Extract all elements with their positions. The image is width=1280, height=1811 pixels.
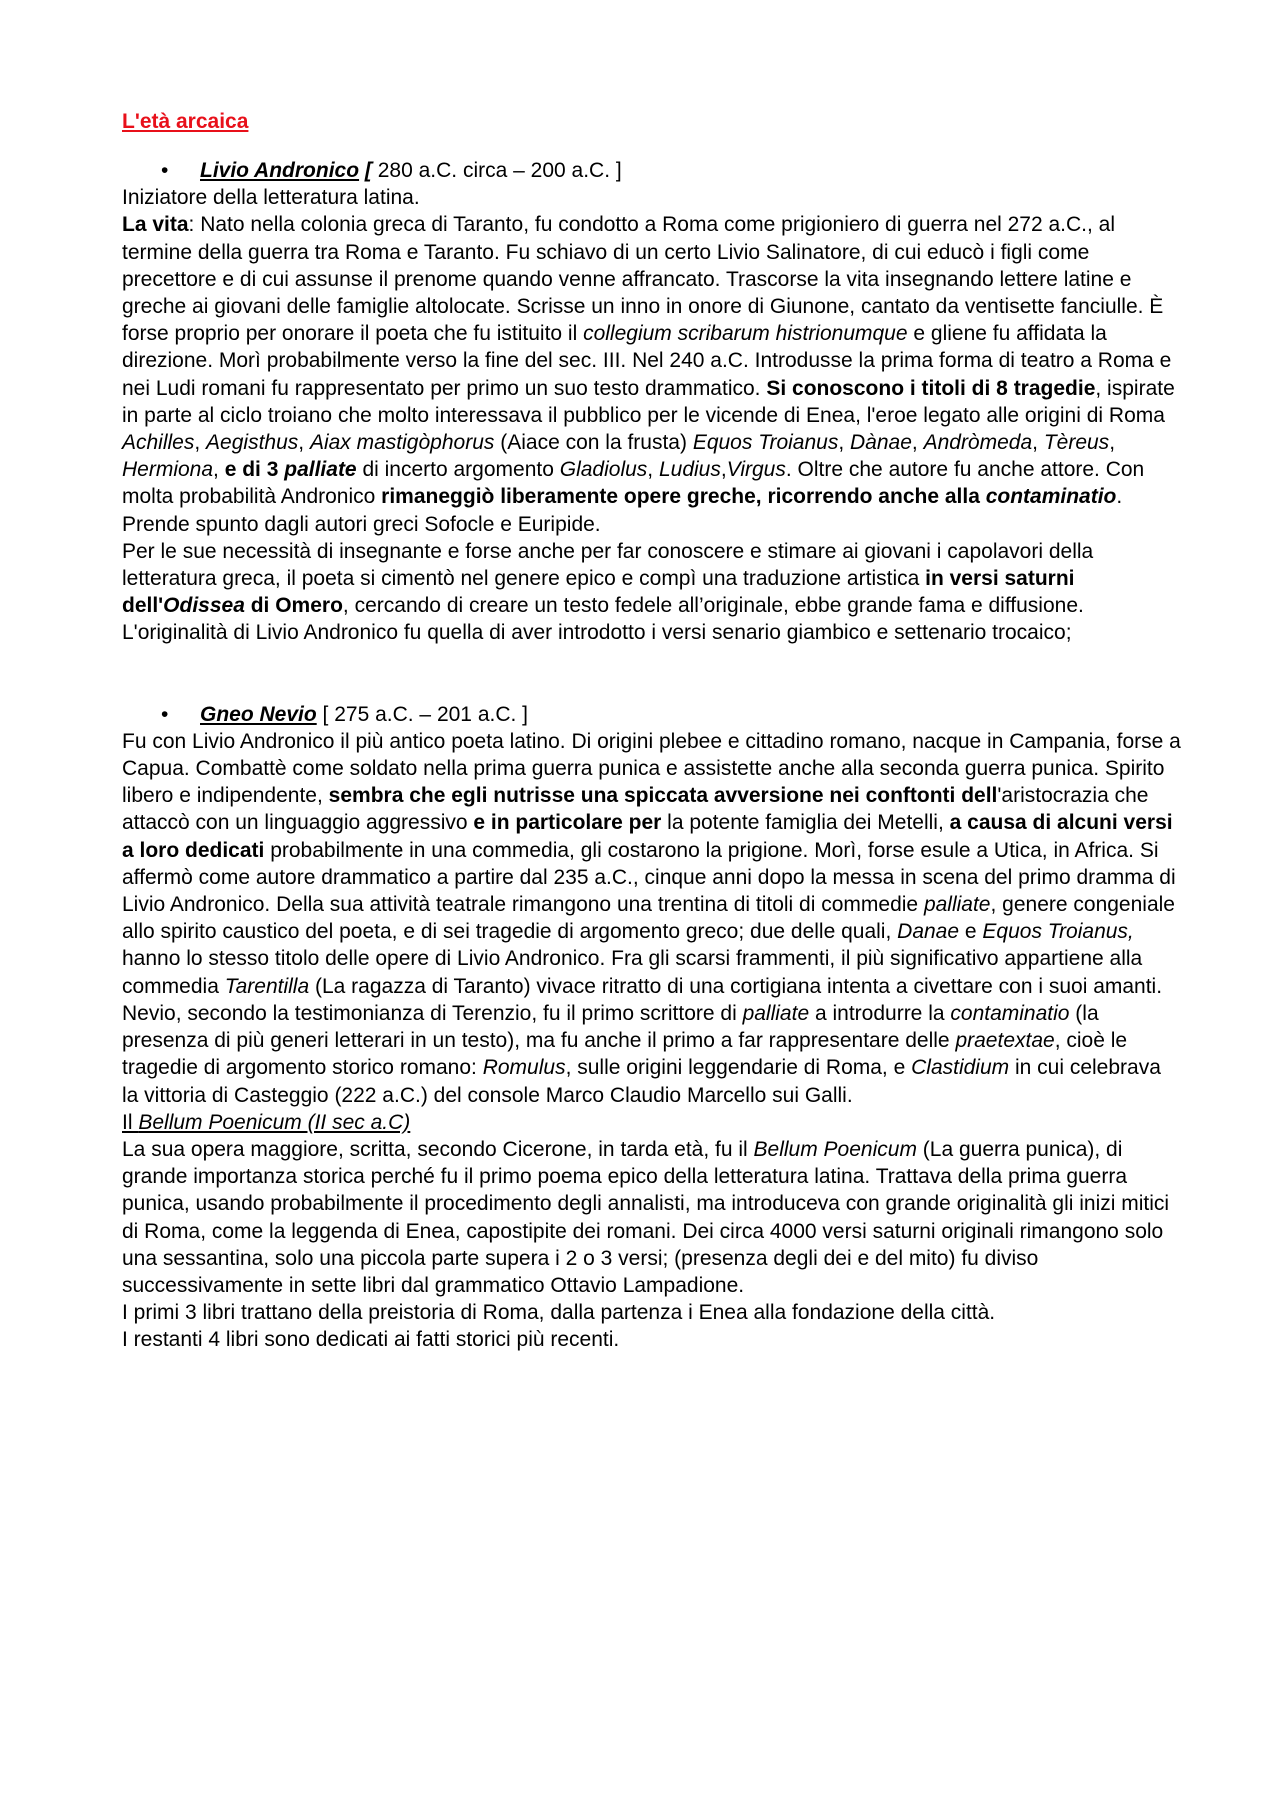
text-run: , bbox=[911, 431, 924, 455]
author-name: Gneo Nevio bbox=[200, 702, 317, 726]
paragraph-odissea bbox=[122, 538, 1182, 647]
bold-run: sembra che egli nutrisse una spiccata avversione nei conftonti dell bbox=[328, 784, 998, 808]
italic-run: palliate bbox=[742, 1001, 810, 1025]
text-run: La sua opera maggiore, scritta, secondo Cicerone, in tarda età, fu il bbox=[122, 1137, 754, 1161]
paragraph-nevio bbox=[122, 728, 1182, 1109]
paragraph-vita bbox=[122, 211, 1182, 537]
text-run: , cioè le tragedie di argomento storico romano: bbox=[122, 1029, 1128, 1080]
section-heading-livio-andronico bbox=[122, 157, 1182, 184]
text-run: Per le sue necessità di insegnante e forse anche per far conoscere e stimare ai giovani i capolavori della letteratura greca, il poeta si cimentò nel genere epico e compì una traduzione artistica bbox=[122, 539, 1094, 591]
title-virgus: Virgus bbox=[726, 458, 786, 482]
text-run: I restanti 4 libri sono dedicati ai fatti storici più recenti. bbox=[122, 1328, 620, 1352]
bold-run: Si conoscono i titoli di 8 tragedie bbox=[766, 376, 1096, 400]
text-run: , bbox=[194, 431, 207, 455]
text-run: , bbox=[213, 458, 225, 482]
italic-run: collegium scribarum histrionumque bbox=[583, 322, 908, 346]
bullet-icon: • bbox=[161, 159, 169, 182]
italic-run: Clastidium bbox=[911, 1056, 1010, 1080]
text-run: , bbox=[298, 431, 310, 455]
title-danae: Dànae bbox=[850, 431, 912, 455]
italic-run: Bellum Poenicum bbox=[753, 1137, 917, 1161]
bold-italic-run: Odissea bbox=[163, 594, 245, 618]
text-run: , bbox=[1032, 431, 1044, 455]
text-run: . Oltre che autore fu anche attore. Con molta probabilità Andronico bbox=[122, 458, 1145, 509]
text-run: , bbox=[838, 431, 851, 455]
title-aiax: Aiax mastigòphorus bbox=[309, 431, 495, 455]
text-run: e gliene fu affidata la direzione. Morì probabilmente verso la fine del sec. III. Nel 240 a.C. Introdusse la prima forma di teatro a Roma e nei Ludi romani fu rappresentato per primo un suo testo drammatico. bbox=[122, 322, 1172, 400]
italic-run: Romulus bbox=[482, 1056, 566, 1080]
text-run: . Prende spunto dagli autori greci Sofocle e Euripide. bbox=[122, 485, 1123, 536]
bold-run: rimaneggiò liberamente opere greche, ricorrendo anche alla bbox=[381, 485, 986, 509]
italic-run: praetextae bbox=[955, 1029, 1055, 1053]
title-achilles: Achilles bbox=[122, 431, 195, 455]
paragraph-libri-restanti bbox=[122, 1326, 1182, 1353]
subheading-prefix: Il bbox=[122, 1110, 139, 1134]
text-run: in cui celebrava la vittoria di Casteggio (222 a.C.) del console Marco Claudio Marcello sui Galli. bbox=[122, 1056, 1161, 1107]
italic-run: Equos Troianus, bbox=[982, 920, 1134, 944]
title-hermiona: Hermiona bbox=[122, 458, 214, 482]
text-run: Fu con Livio Andronico il più antico poeta latino. Di origini plebee e cittadino romano, nacque in Campania, forse a Capua. Combattè come soldato nella prima guerra punica e assistette anche alla seconda guerra punica. Spirito libero e indipendente, bbox=[122, 729, 1181, 808]
title-equos-troianus: Equos Troianus bbox=[692, 431, 839, 455]
italic-run: palliate bbox=[923, 893, 991, 917]
text-run: , bbox=[1109, 431, 1116, 455]
text-run: (Aiace con la frusta) bbox=[494, 431, 693, 455]
paragraph-bellum bbox=[122, 1136, 1182, 1299]
text-run: probabilmente in una commedia, gli costarono la prigione. Morì, forse esule a Utica, in Africa. Si affermò come autore drammatico a partire dal 235 a.C., cinque anni dopo la messa in scena del primo dramma di Livio Andronico. Della sua attività teatrale rimangono una trentina di titoli di commedie bbox=[122, 838, 1176, 917]
title-andromeda: Andròmeda bbox=[923, 431, 1033, 455]
text-run: la potente famiglia dei Metelli, bbox=[661, 811, 950, 835]
text-run: e bbox=[959, 920, 983, 944]
title-gladiolus: Gladiolus bbox=[559, 458, 648, 482]
text-run: I primi 3 libri trattano della preistoria di Roma, dalla partenza i Enea alla fondazione della città. bbox=[122, 1301, 996, 1325]
bold-run: di Omero bbox=[244, 594, 343, 618]
bullet-icon: • bbox=[161, 702, 169, 726]
bold-run: e in particolare per bbox=[473, 811, 662, 835]
bold-run: e di 3 bbox=[224, 458, 285, 482]
bold-italic-run: contaminatio bbox=[985, 485, 1117, 509]
italic-run: contaminatio bbox=[950, 1001, 1070, 1025]
text-run: , cercando di creare un testo fedele all’originale, ebbe grande fama e diffusione. L'originalità di Livio Andronico fu quella di aver introdotto i versi senario giambico e settenario trocaico; bbox=[122, 594, 1084, 645]
text-run: , bbox=[647, 458, 659, 482]
bold-italic-run: palliate bbox=[284, 458, 357, 482]
text-run: : Nato nella colonia greca di Taranto, fu condotto a Roma come prigioniero di guerra nel 272 a.C., al termine della guerra tra Roma e Taranto. Fu schiavo di un certo Livio Salinatore, di cui educò i figli come precettore e di cui assunse il prenome quando venne affrancato. Trascorse la vita insegnando lettere latine e greche ai giovani delle famiglie altolocate. Scrisse un inno in onore di Giunone, cantato da ventisette fanciulle. È forse proprio per onorare il poeta che fu istituito il bbox=[122, 213, 1164, 346]
paragraph-libri-primi bbox=[122, 1299, 1182, 1326]
title-ludius: Ludius bbox=[658, 458, 721, 482]
author-name: Livio Andronico bbox=[200, 159, 360, 182]
author-dates: 280 a.C. circa – 200 a.C. ] bbox=[371, 159, 622, 182]
text-run: hanno lo stesso titolo delle opere di Livio Andronico. Fra gli scarsi frammenti, il più significativo appartiene alla commedia bbox=[122, 947, 1143, 998]
subheading-title: Bellum Poenicum (II sec a.C) bbox=[138, 1110, 411, 1134]
text-run: 'aristocrazia che attaccò con un linguaggio aggressivo bbox=[122, 784, 1149, 835]
page-title: L'età arcaica bbox=[122, 110, 249, 133]
author-dates: [ 275 a.C. – 201 a.C. ] bbox=[316, 702, 528, 726]
text-run: di incerto argomento bbox=[356, 458, 560, 482]
bold-run: a causa di alcuni versi a loro dedicati bbox=[122, 811, 1173, 862]
text-run: , bbox=[720, 458, 727, 482]
section-gap bbox=[122, 647, 1182, 701]
title-aegisthus: Aegisthus bbox=[206, 431, 299, 455]
italic-run: Danae bbox=[897, 920, 960, 944]
intro-text: Iniziatore della letteratura latina. bbox=[122, 186, 420, 210]
italic-run: Tarentilla bbox=[224, 974, 310, 998]
text-run: , ispirate in parte al ciclo troiano che molto interessava il pubblico per le vicende di Enea, l'eroe legato alle origini di Roma bbox=[122, 376, 1175, 427]
bracket-open: [ bbox=[364, 159, 372, 182]
text-run: (La guerra punica), di grande importanza storica perché fu il primo poema epico della letteratura latina. Trattava della prima guerra punica, usando probabilmente il procedimento degli annalisti, ma introduceva con grande originalità gli inizi mitici di Roma, come la leggenda di Enea, capostipite dei romani. Dei circa 4000 versi saturni originali rimangono solo una sessantina, solo una piccola parte supera i 2 o 3 versi; (presenza degli dei e del mito) fu diviso successivamente in sette libri dal grammatico Ottavio Lampadione. bbox=[122, 1137, 1170, 1297]
document-page bbox=[122, 108, 1182, 1354]
title-tereus: Tèreus bbox=[1043, 431, 1110, 455]
section-heading-gneo-nevio bbox=[122, 701, 1182, 728]
text-run: a introdurre la bbox=[809, 1001, 951, 1025]
vita-label: La vita bbox=[122, 213, 189, 237]
intro-line bbox=[122, 184, 1182, 211]
text-run: (la presenza di più generi letterari in un testo), ma fu anche il primo a far rappresentare delle bbox=[122, 1001, 1099, 1053]
subheading-bellum-poenicum bbox=[122, 1109, 1182, 1136]
text-run: (La ragazza di Taranto) vivace ritratto di una cortigiana intenta a civettare con i suoi amanti. Nevio, secondo la testimonianza di Terenzio, fu il primo scrittore di bbox=[122, 974, 1163, 1025]
text-run: , genere congeniale allo spirito caustico del poeta, e di sei tragedie di argomento greco; due delle quali, bbox=[122, 893, 1175, 944]
bold-run: in versi saturni dell' bbox=[122, 567, 1075, 618]
text-run: , sulle origini leggendarie di Roma, e bbox=[565, 1056, 912, 1080]
